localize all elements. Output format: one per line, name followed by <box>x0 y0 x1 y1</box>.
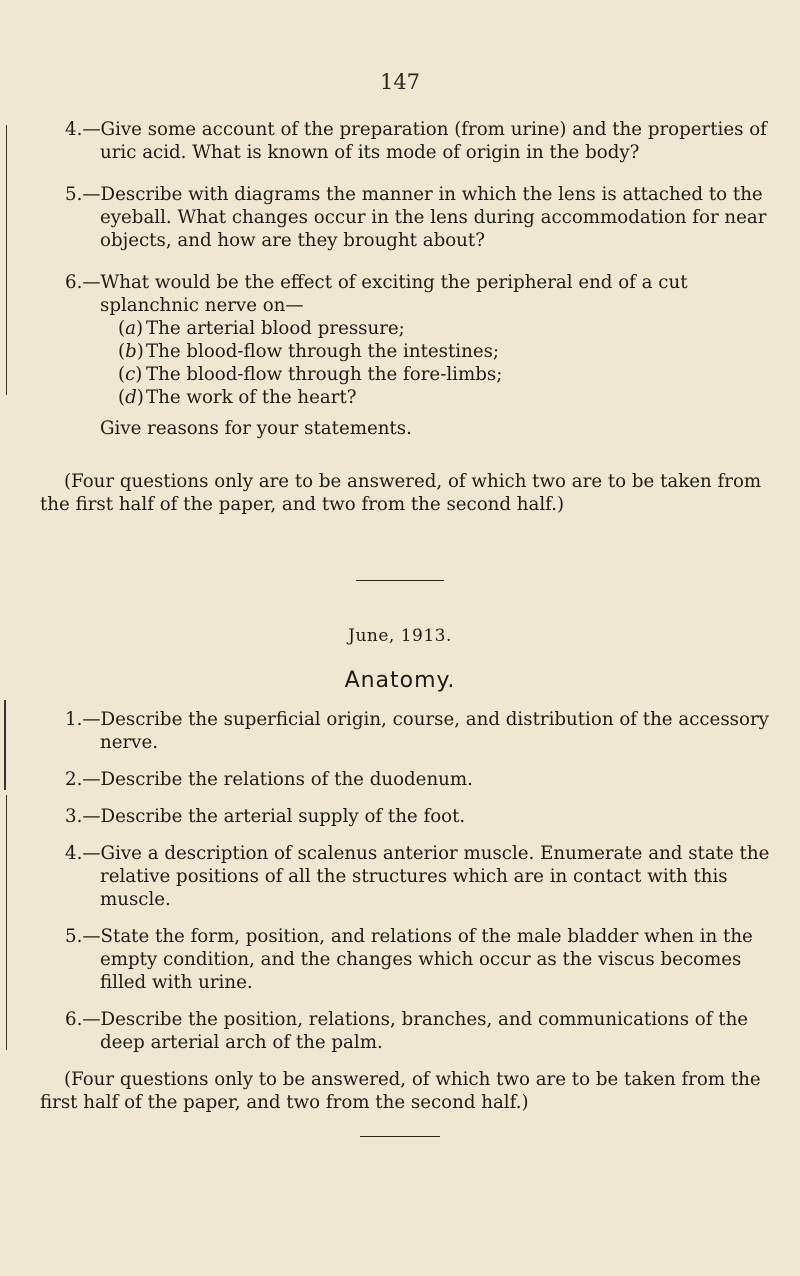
exam-date: June, 1913. <box>348 626 452 646</box>
question-number: 5. <box>65 184 83 205</box>
margin-bracket-mark <box>6 795 7 1050</box>
question-text: —Describe with diagrams the manner in which the lens is attached to the eyeball. What changes occur in the lens during accommodation for near objects, and how are they brought about? <box>82 184 767 251</box>
anatomy-question-2 <box>40 768 770 791</box>
divider-rule <box>356 580 444 581</box>
physiology-questions <box>40 118 770 516</box>
anatomy-question-5 <box>40 925 770 994</box>
question-number: 1. <box>65 709 83 730</box>
anatomy-questions <box>40 708 770 1114</box>
margin-bracket-mark <box>4 700 6 790</box>
question-6-subparts <box>40 317 770 409</box>
question-number: 6. <box>65 272 83 293</box>
question-number: 6. <box>65 1009 83 1030</box>
question-text: —Give a description of scalenus anterior muscle. Enumerate and state the relative positions of all the structures which are in contact with this muscle. <box>82 843 770 910</box>
anatomy-question-3 <box>40 805 770 828</box>
subpart-a: (a) The arterial blood pressure; <box>118 318 405 339</box>
question-text: —Give some account of the preparation (from urine) and the properties of uric acid. What is known of its mode of origin in the body? <box>82 119 767 163</box>
anatomy-question-1 <box>40 708 770 754</box>
question-number: 3. <box>65 806 83 827</box>
question-5 <box>40 183 770 252</box>
question-4 <box>40 118 770 164</box>
question-number: 2. <box>65 769 83 790</box>
question-6 <box>40 271 770 317</box>
question-text: —Describe the relations of the duodenum. <box>82 769 473 790</box>
question-text: —Describe the superficial origin, course, and distribution of the accessory nerve. <box>82 709 769 753</box>
question-text: —What would be the effect of exciting the peripheral end of a cut splanchnic nerve on— <box>82 272 688 316</box>
subpart-d: (d) The work of the heart? <box>118 387 357 408</box>
subpart-b: (b) The blood-flow through the intestines; <box>118 341 500 362</box>
anatomy-question-4 <box>40 842 770 911</box>
section-note: (Four questions only to be answered, of which two are to be taken from the first half of the paper, and two from the second half.) <box>40 1069 761 1113</box>
end-rule <box>360 1136 440 1137</box>
question-6-instruction: Give reasons for your statements. <box>100 418 412 439</box>
question-text: —Describe the arterial supply of the foot. <box>82 806 466 827</box>
question-number: 4. <box>65 119 83 140</box>
question-number: 5. <box>65 926 83 947</box>
section-note: (Four questions only are to be answered, of which two are to be taken from the first half of the paper, and two from the second half.) <box>40 471 762 515</box>
question-text: —State the form, position, and relations of the male bladder when in the empty condition, and the changes which occur as the viscus becomes filled with urine. <box>82 926 753 993</box>
question-number: 4. <box>65 843 83 864</box>
question-text: —Describe the position, relations, branches, and communications of the deep arterial arch of the palm. <box>82 1009 749 1053</box>
margin-bracket-mark <box>6 125 7 395</box>
anatomy-question-6 <box>40 1008 770 1054</box>
subpart-c: (c) The blood-flow through the fore-limbs; <box>118 364 503 385</box>
section-heading: Anatomy. <box>344 668 456 693</box>
page-number: 147 <box>379 70 421 94</box>
